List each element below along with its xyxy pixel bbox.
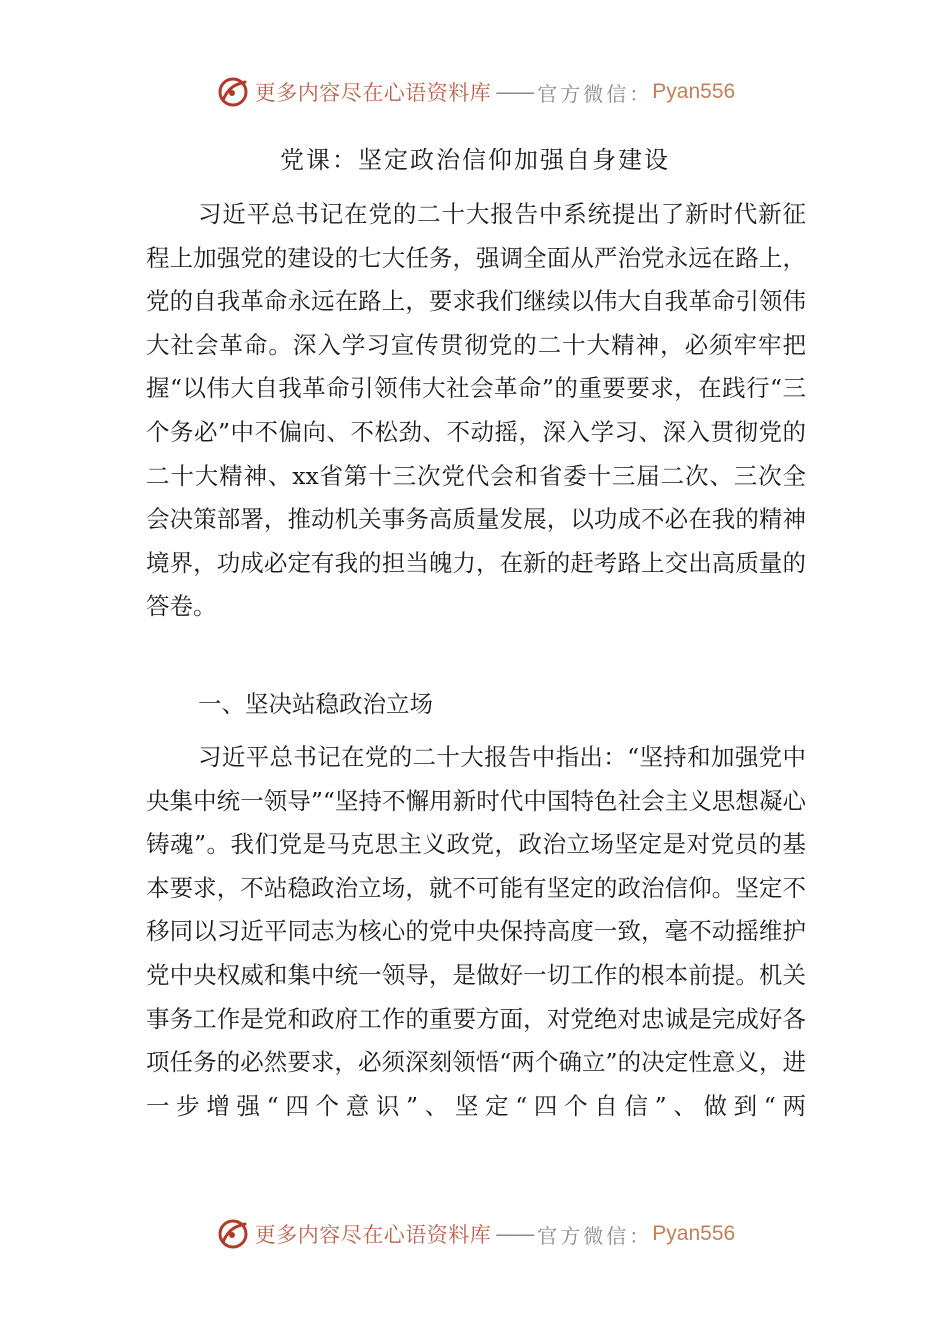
swirl-logo-icon <box>215 1216 251 1252</box>
wechat-label: 官方微信： <box>537 1223 653 1248</box>
paragraph-section-1 <box>146 736 806 1128</box>
swirl-logo-icon <box>215 74 251 110</box>
wechat-id: Pyan556 <box>652 80 736 103</box>
wechat-label: 官方微信： <box>537 81 653 106</box>
paragraph-text: 习近平总书记在党的二十大报告中系统提出了新时代新征程上加强党的建设的七大任务，强调全面从严治党永远在路上，党的自我革命永远在路上，要求我们继续以伟大自我革命引领伟大社会革命。深入学习宣传贯彻党的二十大精神，必须牢牢把握“以伟大自我革命引领伟大社会革命”的重要要求，在践行“三个务必”中不偏向、不松劲、不动摇，深入学习、深入贯彻党的二十大精神、xx省第十三次党代会和省委十三届二次、三次全会决策部署，推动机关事务高质量发展，以功成不必在我的精神境界，功成必定有我的担当魄力，在新的赶考路上交出高质量的答卷。 <box>146 200 806 621</box>
wechat-id: Pyan556 <box>652 1222 736 1245</box>
watermark-banner-top <box>0 70 950 114</box>
paragraph-intro <box>146 193 806 629</box>
section-heading-text: 一、坚决站稳政治立场 <box>198 690 433 718</box>
watermark-banner-bottom <box>0 1212 950 1256</box>
watermark-text: 更多内容尽在心语资料库 <box>254 1223 492 1247</box>
watermark-text: 更多内容尽在心语资料库 <box>254 81 492 105</box>
section-heading <box>146 683 806 727</box>
paragraph-text: 习近平总书记在党的二十大报告中指出：“坚持和加强党中央集中统一领导”“坚持不懈用新时代中国特色社会主义思想凝心铸魂”。我们党是马克思主义政党，政治立场坚定是对党员的基本要求，不站稳政治立场，就不可能有坚定的政治信仰。坚定不移同以习近平同志为核心的党中央保持高度一致，毫不动摇维护党中央权威和集中统一领导，是做好一切工作的根本前提。机关事务工作是党和政府工作的重要方面，对党绝对忠诚是完成好各项任务的必然要求，必须深刻领悟“两个确立”的决定性意义，进一步增强“四个意识”、坚定“四个自信”、做到“两 <box>146 743 806 1120</box>
watermark-separator: —— <box>495 80 534 104</box>
watermark-separator: —— <box>495 1222 534 1246</box>
document-title: 党课：坚定政治信仰加强自身建设 <box>280 146 670 174</box>
